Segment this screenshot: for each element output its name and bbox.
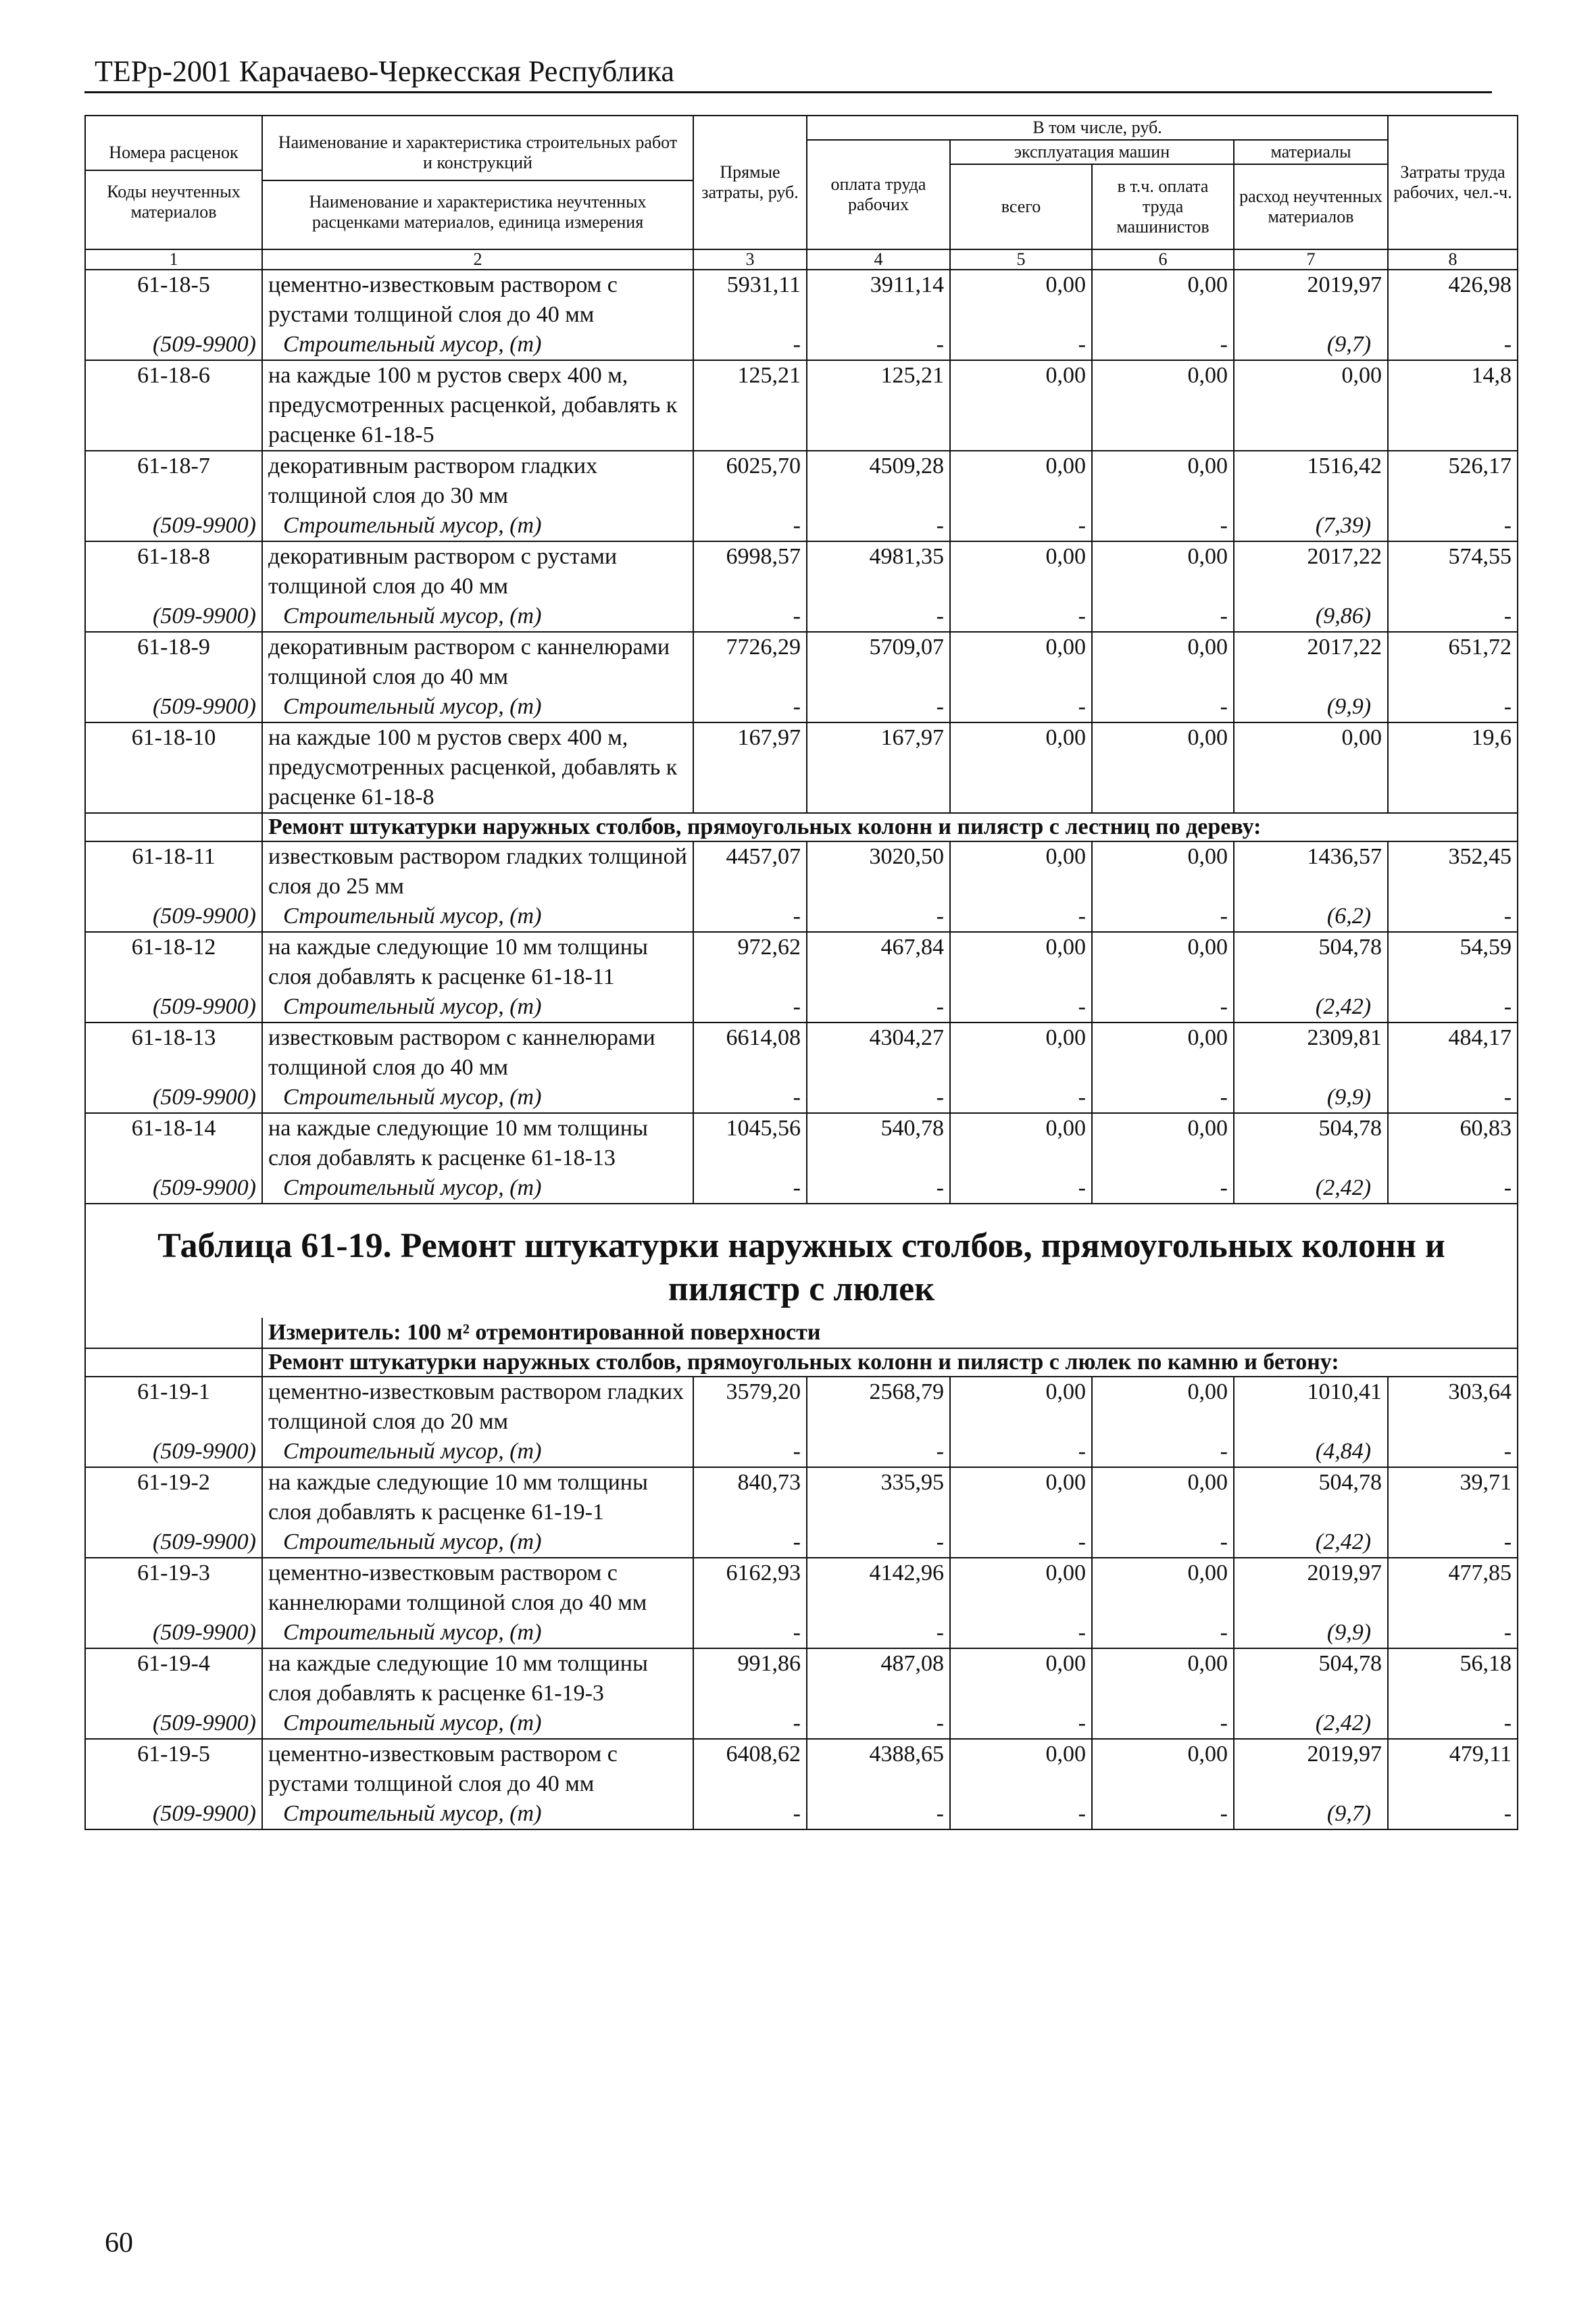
rate-description: декоративным раствором с каннелюрами толщиной слоя до 40 мм	[262, 632, 693, 692]
dash-value: -	[1388, 902, 1518, 932]
rate-value: 7726,29	[693, 632, 807, 692]
rate-description: декоративным раствором с рустами толщиной слоя до 40 мм	[262, 541, 693, 601]
table-61-18-body	[85, 270, 1518, 813]
col-number: 1	[85, 249, 262, 270]
rate-value: 6162,93	[693, 1558, 807, 1618]
dash-value: -	[1092, 1618, 1234, 1648]
rate-value: 0,00	[1234, 360, 1388, 451]
section-heading: Ремонт штукатурки наружных столбов, прямоугольных колонн и пилястр с люлек по камню и бетону:	[262, 1348, 1518, 1377]
material-code: (509-9900)	[85, 1618, 262, 1648]
material-consumption: (2,42)	[1234, 1173, 1388, 1204]
dash-value: -	[693, 692, 807, 722]
rate-value: 335,95	[807, 1467, 950, 1527]
table-title: Таблица 61-19. Ремонт штукатурки наружных столбов, прямоугольных колонн и пилястр с люлек	[85, 1204, 1518, 1318]
material-name: Строительный мусор, (т)	[262, 1527, 693, 1558]
rate-description: цементно-известковым раствором с каннелюрами толщиной слоя до 40 мм	[262, 1558, 693, 1618]
section-spacer	[85, 813, 262, 841]
rate-value: 19,6	[1388, 722, 1518, 813]
dash-value: -	[693, 601, 807, 632]
dash-value: -	[950, 692, 1092, 722]
rate-value: 2017,22	[1234, 632, 1388, 692]
rate-value: 0,00	[950, 360, 1092, 451]
material-name: Строительный мусор, (т)	[262, 330, 693, 360]
rate-value: 4457,07	[693, 841, 807, 902]
dash-value: -	[1388, 1618, 1518, 1648]
rate-value: 125,21	[693, 360, 807, 451]
rate-row	[85, 451, 1518, 511]
rate-value: 0,00	[950, 1023, 1092, 1083]
dash-value: -	[1388, 1437, 1518, 1467]
rate-code: 61-18-13	[85, 1023, 262, 1083]
rate-value: 303,64	[1388, 1377, 1518, 1437]
rate-row	[85, 1023, 1518, 1083]
rate-code: 61-18-6	[85, 360, 262, 451]
rate-value: 504,78	[1234, 1648, 1388, 1708]
dash-value: -	[1092, 601, 1234, 632]
rate-code: 61-19-2	[85, 1467, 262, 1527]
rate-value: 0,00	[1092, 1739, 1234, 1799]
dash-value: -	[807, 1708, 950, 1739]
rate-value: 0,00	[950, 1648, 1092, 1708]
dash-value: -	[693, 902, 807, 932]
dash-value: -	[950, 1437, 1092, 1467]
material-name: Строительный мусор, (т)	[262, 692, 693, 722]
dash-value: -	[950, 330, 1092, 360]
material-code: (509-9900)	[85, 1799, 262, 1829]
rate-value: 504,78	[1234, 1113, 1388, 1173]
rate-row	[85, 360, 1518, 451]
dash-value: -	[693, 330, 807, 360]
dash-value: -	[693, 511, 807, 541]
rate-row	[85, 841, 1518, 902]
rate-description: на каждые следующие 10 мм толщины слоя добавлять к расценке 61-19-1	[262, 1467, 693, 1527]
measure-unit: Измеритель: 100 м² отремонтированной поверхности	[262, 1318, 1518, 1348]
material-name: Строительный мусор, (т)	[262, 1437, 693, 1467]
page-number: 60	[105, 2227, 133, 2259]
rate-value: 840,73	[693, 1467, 807, 1527]
waste-material-row	[85, 1173, 1518, 1204]
dash-value: -	[1388, 601, 1518, 632]
dash-value: -	[1092, 330, 1234, 360]
rate-value: 2309,81	[1234, 1023, 1388, 1083]
dash-value: -	[1092, 1083, 1234, 1113]
rate-value: 972,62	[693, 932, 807, 992]
waste-material-row	[85, 1708, 1518, 1739]
waste-material-row	[85, 511, 1518, 541]
rate-value: 6408,62	[693, 1739, 807, 1799]
material-name: Строительный мусор, (т)	[262, 511, 693, 541]
rate-row	[85, 932, 1518, 992]
rate-value: 0,00	[1092, 360, 1234, 451]
dash-value: -	[950, 902, 1092, 932]
dash-value: -	[1388, 992, 1518, 1023]
column-number-row	[85, 249, 1518, 270]
dash-value: -	[1388, 1708, 1518, 1739]
material-code: (509-9900)	[85, 1083, 262, 1113]
header-rule	[84, 91, 1492, 93]
rate-code: 61-18-7	[85, 451, 262, 511]
page-header: ТЕРр-2001 Карачаево-Черкесская Республика	[95, 55, 674, 88]
rate-value: 0,00	[1092, 1648, 1234, 1708]
rate-value: 574,55	[1388, 541, 1518, 601]
rate-value: 526,17	[1388, 451, 1518, 511]
col-number: 5	[950, 249, 1092, 270]
rate-value: 2017,22	[1234, 541, 1388, 601]
rate-description: цементно-известковым раствором с рустами толщиной слоя до 40 мм	[262, 270, 693, 330]
rate-value: 2568,79	[807, 1377, 950, 1437]
rate-value: 487,08	[807, 1648, 950, 1708]
dash-value: -	[1092, 992, 1234, 1023]
dash-value: -	[693, 1799, 807, 1829]
col-header-including: В том числе, руб.	[807, 116, 1388, 140]
rate-value: 6614,08	[693, 1023, 807, 1083]
col-header-materials: материалы	[1234, 140, 1388, 164]
rate-value: 125,21	[807, 360, 950, 451]
rate-value: 0,00	[1234, 722, 1388, 813]
dash-value: -	[950, 1083, 1092, 1113]
rate-row	[85, 1113, 1518, 1173]
rate-row	[85, 270, 1518, 330]
rate-description: на каждые следующие 10 мм толщины слоя добавлять к расценке 61-18-11	[262, 932, 693, 992]
material-consumption: (9,7)	[1234, 1799, 1388, 1829]
rate-value: 540,78	[807, 1113, 950, 1173]
dash-value: -	[693, 1708, 807, 1739]
rate-code: 61-18-12	[85, 932, 262, 992]
rate-value: 426,98	[1388, 270, 1518, 330]
rate-value: 0,00	[1092, 541, 1234, 601]
section-spacer	[85, 1348, 262, 1377]
rate-code: 61-18-8	[85, 541, 262, 601]
dash-value: -	[807, 511, 950, 541]
rate-row	[85, 1739, 1518, 1799]
rate-value: 3911,14	[807, 270, 950, 330]
rate-value: 2019,97	[1234, 270, 1388, 330]
dash-value: -	[950, 992, 1092, 1023]
col-header-unaccounted-materials: расход неучтенных материалов	[1234, 164, 1388, 249]
rate-value: 0,00	[1092, 451, 1234, 511]
rate-value: 1010,41	[1234, 1377, 1388, 1437]
material-consumption: (9,9)	[1234, 1618, 1388, 1648]
waste-material-row	[85, 692, 1518, 722]
col-header-wages: оплата труда рабочих	[807, 140, 950, 249]
material-code: (509-9900)	[85, 1527, 262, 1558]
rate-value: 0,00	[1092, 632, 1234, 692]
rate-value: 0,00	[1092, 270, 1234, 330]
rate-value: 0,00	[950, 451, 1092, 511]
dash-value: -	[693, 1527, 807, 1558]
material-name: Строительный мусор, (т)	[262, 992, 693, 1023]
rate-description: на каждые 100 м рустов сверх 400 м, предусмотренных расценкой, добавлять к расценке 61-18-8	[262, 722, 693, 813]
rate-value: 60,83	[1388, 1113, 1518, 1173]
material-name: Строительный мусор, (т)	[262, 1083, 693, 1113]
material-name: Строительный мусор, (т)	[262, 1173, 693, 1204]
rate-value: 39,71	[1388, 1467, 1518, 1527]
rate-row	[85, 541, 1518, 601]
dash-value: -	[807, 1799, 950, 1829]
rate-value: 5931,11	[693, 270, 807, 330]
material-consumption: (4,84)	[1234, 1437, 1388, 1467]
rate-value: 5709,07	[807, 632, 950, 692]
waste-material-row	[85, 1618, 1518, 1648]
col-header-machines-total: всего	[950, 164, 1092, 249]
dash-value: -	[950, 1173, 1092, 1204]
rate-value: 0,00	[950, 1558, 1092, 1618]
col-number: 2	[262, 249, 693, 270]
rate-description: известковым раствором гладких толщиной слоя до 25 мм	[262, 841, 693, 902]
waste-material-row	[85, 992, 1518, 1023]
rate-code: 61-18-14	[85, 1113, 262, 1173]
rate-row	[85, 1377, 1518, 1437]
rate-value: 484,17	[1388, 1023, 1518, 1083]
rate-value: 6998,57	[693, 541, 807, 601]
rate-value: 352,45	[1388, 841, 1518, 902]
rate-code: 61-18-10	[85, 722, 262, 813]
rate-code: 61-19-5	[85, 1739, 262, 1799]
rate-value: 4304,27	[807, 1023, 950, 1083]
col-number: 4	[807, 249, 950, 270]
dash-value: -	[1388, 330, 1518, 360]
rate-value: 0,00	[950, 841, 1092, 902]
rate-code: 61-18-5	[85, 270, 262, 330]
rate-value: 467,84	[807, 932, 950, 992]
rate-value: 0,00	[1092, 1113, 1234, 1173]
rate-value: 3020,50	[807, 841, 950, 902]
rate-value: 0,00	[1092, 722, 1234, 813]
rate-value: 0,00	[950, 632, 1092, 692]
rate-value: 0,00	[1092, 932, 1234, 992]
rate-row	[85, 722, 1518, 813]
waste-material-row	[85, 902, 1518, 932]
rate-value: 0,00	[950, 541, 1092, 601]
rate-value: 14,8	[1388, 360, 1518, 451]
dash-value: -	[693, 1618, 807, 1648]
col-header-material-codes-text: Коды неучтенных материалов	[107, 182, 241, 222]
material-consumption: (2,42)	[1234, 1708, 1388, 1739]
rate-description: известковым раствором с каннелюрами толщиной слоя до 40 мм	[262, 1023, 693, 1083]
waste-material-row	[85, 330, 1518, 360]
rate-value: 0,00	[950, 270, 1092, 330]
material-code: (509-9900)	[85, 330, 262, 360]
rate-value: 991,86	[693, 1648, 807, 1708]
rate-value: 6025,70	[693, 451, 807, 511]
col-header-rate-number-text: Номера расценок	[86, 140, 261, 171]
dash-value: -	[1388, 1799, 1518, 1829]
col-header-rate-number	[85, 116, 262, 249]
rate-value: 0,00	[950, 1467, 1092, 1527]
dash-value: -	[950, 1527, 1092, 1558]
dash-value: -	[1388, 1083, 1518, 1113]
material-code: (509-9900)	[85, 1437, 262, 1467]
rate-value: 0,00	[950, 1113, 1092, 1173]
dash-value: -	[1092, 511, 1234, 541]
material-consumption: (7,39)	[1234, 511, 1388, 541]
dash-value: -	[1388, 692, 1518, 722]
table-61-18-body-part2	[85, 841, 1518, 1204]
rate-value: 479,11	[1388, 1739, 1518, 1799]
rate-description: декоративным раствором гладких толщиной слоя до 30 мм	[262, 451, 693, 511]
waste-material-row	[85, 1527, 1518, 1558]
col-header-material-name-text: Наименование и характеристика неучтенных расценками материалов, единица измерения	[309, 192, 647, 232]
table-61-19-header	[85, 1204, 1518, 1377]
section-heading: Ремонт штукатурки наружных столбов, прямоугольных колонн и пилястр с лестниц по дереву:	[262, 813, 1518, 841]
col-header-work-name-text: Наименование и характеристика строительных работ и конструкций	[263, 130, 693, 181]
waste-material-row	[85, 601, 1518, 632]
material-code: (509-9900)	[85, 601, 262, 632]
rate-value: 1045,56	[693, 1113, 807, 1173]
col-number: 8	[1388, 249, 1518, 270]
col-number: 7	[1234, 249, 1388, 270]
rate-value: 0,00	[950, 722, 1092, 813]
dash-value: -	[1092, 1527, 1234, 1558]
rate-value: 4142,96	[807, 1558, 950, 1618]
material-consumption: (2,42)	[1234, 1527, 1388, 1558]
material-consumption: (2,42)	[1234, 992, 1388, 1023]
material-code: (509-9900)	[85, 1708, 262, 1739]
measure-spacer	[85, 1318, 262, 1348]
dash-value: -	[950, 1799, 1092, 1829]
material-consumption: (9,9)	[1234, 1083, 1388, 1113]
material-consumption: (9,86)	[1234, 601, 1388, 632]
col-header-machinist-wages: в т.ч. оплата труда машинистов	[1092, 164, 1234, 249]
section-1	[85, 813, 1518, 841]
rate-description: цементно-известковым раствором гладких толщиной слоя до 20 мм	[262, 1377, 693, 1437]
dash-value: -	[1092, 692, 1234, 722]
material-name: Строительный мусор, (т)	[262, 1618, 693, 1648]
col-header-description	[262, 116, 693, 249]
material-name: Строительный мусор, (т)	[262, 601, 693, 632]
waste-material-row	[85, 1437, 1518, 1467]
dash-value: -	[807, 1527, 950, 1558]
col-header-direct-costs: Прямые затраты, руб.	[693, 116, 807, 249]
dash-value: -	[1092, 1708, 1234, 1739]
rate-value: 56,18	[1388, 1648, 1518, 1708]
material-consumption: (9,9)	[1234, 692, 1388, 722]
rate-code: 61-18-9	[85, 632, 262, 692]
rate-value: 3579,20	[693, 1377, 807, 1437]
dash-value: -	[807, 1437, 950, 1467]
dash-value: -	[1092, 1799, 1234, 1829]
material-consumption: (9,7)	[1234, 330, 1388, 360]
material-code: (509-9900)	[85, 511, 262, 541]
rates-table	[84, 115, 1518, 1830]
dash-value: -	[693, 992, 807, 1023]
material-code: (509-9900)	[85, 692, 262, 722]
col-number: 3	[693, 249, 807, 270]
dash-value: -	[807, 902, 950, 932]
dash-value: -	[807, 692, 950, 722]
rate-description: на каждые 100 м рустов сверх 400 м, предусмотренных расценкой, добавлять к расценке 61-18-5	[262, 360, 693, 451]
col-number: 6	[1092, 249, 1234, 270]
rate-value: 477,85	[1388, 1558, 1518, 1618]
dash-value: -	[1388, 1527, 1518, 1558]
dash-value: -	[807, 1173, 950, 1204]
dash-value: -	[807, 330, 950, 360]
material-name: Строительный мусор, (т)	[262, 902, 693, 932]
rate-value: 0,00	[1092, 1023, 1234, 1083]
dash-value: -	[1092, 1437, 1234, 1467]
rate-description: на каждые следующие 10 мм толщины слоя добавлять к расценке 61-18-13	[262, 1113, 693, 1173]
dash-value: -	[950, 511, 1092, 541]
dash-value: -	[1388, 1173, 1518, 1204]
dash-value: -	[807, 1618, 950, 1648]
material-consumption: (6,2)	[1234, 902, 1388, 932]
rate-value: 167,97	[807, 722, 950, 813]
dash-value: -	[807, 1083, 950, 1113]
dash-value: -	[950, 601, 1092, 632]
dash-value: -	[950, 1618, 1092, 1648]
col-header-labor-hours: Затраты труда рабочих, чел.-ч.	[1388, 116, 1518, 249]
rate-value: 0,00	[950, 1377, 1092, 1437]
col-header-machines: эксплуатация машин	[950, 140, 1234, 164]
rate-row	[85, 632, 1518, 692]
dash-value: -	[950, 1708, 1092, 1739]
waste-material-row	[85, 1083, 1518, 1113]
rate-value: 2019,97	[1234, 1739, 1388, 1799]
rate-code: 61-19-1	[85, 1377, 262, 1437]
rate-value: 4509,28	[807, 451, 950, 511]
rate-value: 0,00	[1092, 1558, 1234, 1618]
rate-value: 504,78	[1234, 932, 1388, 992]
rate-code: 61-19-3	[85, 1558, 262, 1618]
rate-value: 651,72	[1388, 632, 1518, 692]
rate-row	[85, 1467, 1518, 1527]
material-code: (509-9900)	[85, 992, 262, 1023]
rate-value: 4388,65	[807, 1739, 950, 1799]
rate-row	[85, 1558, 1518, 1618]
dash-value: -	[1092, 902, 1234, 932]
rate-description: на каждые следующие 10 мм толщины слоя добавлять к расценке 61-19-3	[262, 1648, 693, 1708]
rate-code: 61-18-11	[85, 841, 262, 902]
waste-material-row	[85, 1799, 1518, 1829]
rate-value: 2019,97	[1234, 1558, 1388, 1618]
rate-value: 0,00	[1092, 1467, 1234, 1527]
dash-value: -	[1388, 511, 1518, 541]
dash-value: -	[693, 1173, 807, 1204]
dash-value: -	[1092, 1173, 1234, 1204]
material-name: Строительный мусор, (т)	[262, 1708, 693, 1739]
rate-row	[85, 1648, 1518, 1708]
rate-description: цементно-известковым раствором с рустами толщиной слоя до 40 мм	[262, 1739, 693, 1799]
rate-code: 61-19-4	[85, 1648, 262, 1708]
rate-value: 167,97	[693, 722, 807, 813]
material-name: Строительный мусор, (т)	[262, 1799, 693, 1829]
rate-value: 54,59	[1388, 932, 1518, 992]
rate-value: 0,00	[950, 932, 1092, 992]
rate-value: 4981,35	[807, 541, 950, 601]
dash-value: -	[693, 1437, 807, 1467]
material-code: (509-9900)	[85, 1173, 262, 1204]
rate-value: 0,00	[950, 1739, 1092, 1799]
rate-value: 1436,57	[1234, 841, 1388, 902]
rate-value: 0,00	[1092, 841, 1234, 902]
material-code: (509-9900)	[85, 902, 262, 932]
rate-value: 0,00	[1092, 1377, 1234, 1437]
rate-value: 504,78	[1234, 1467, 1388, 1527]
table-61-19-body	[85, 1377, 1518, 1829]
rate-value: 1516,42	[1234, 451, 1388, 511]
dash-value: -	[807, 992, 950, 1023]
dash-value: -	[807, 601, 950, 632]
dash-value: -	[693, 1083, 807, 1113]
